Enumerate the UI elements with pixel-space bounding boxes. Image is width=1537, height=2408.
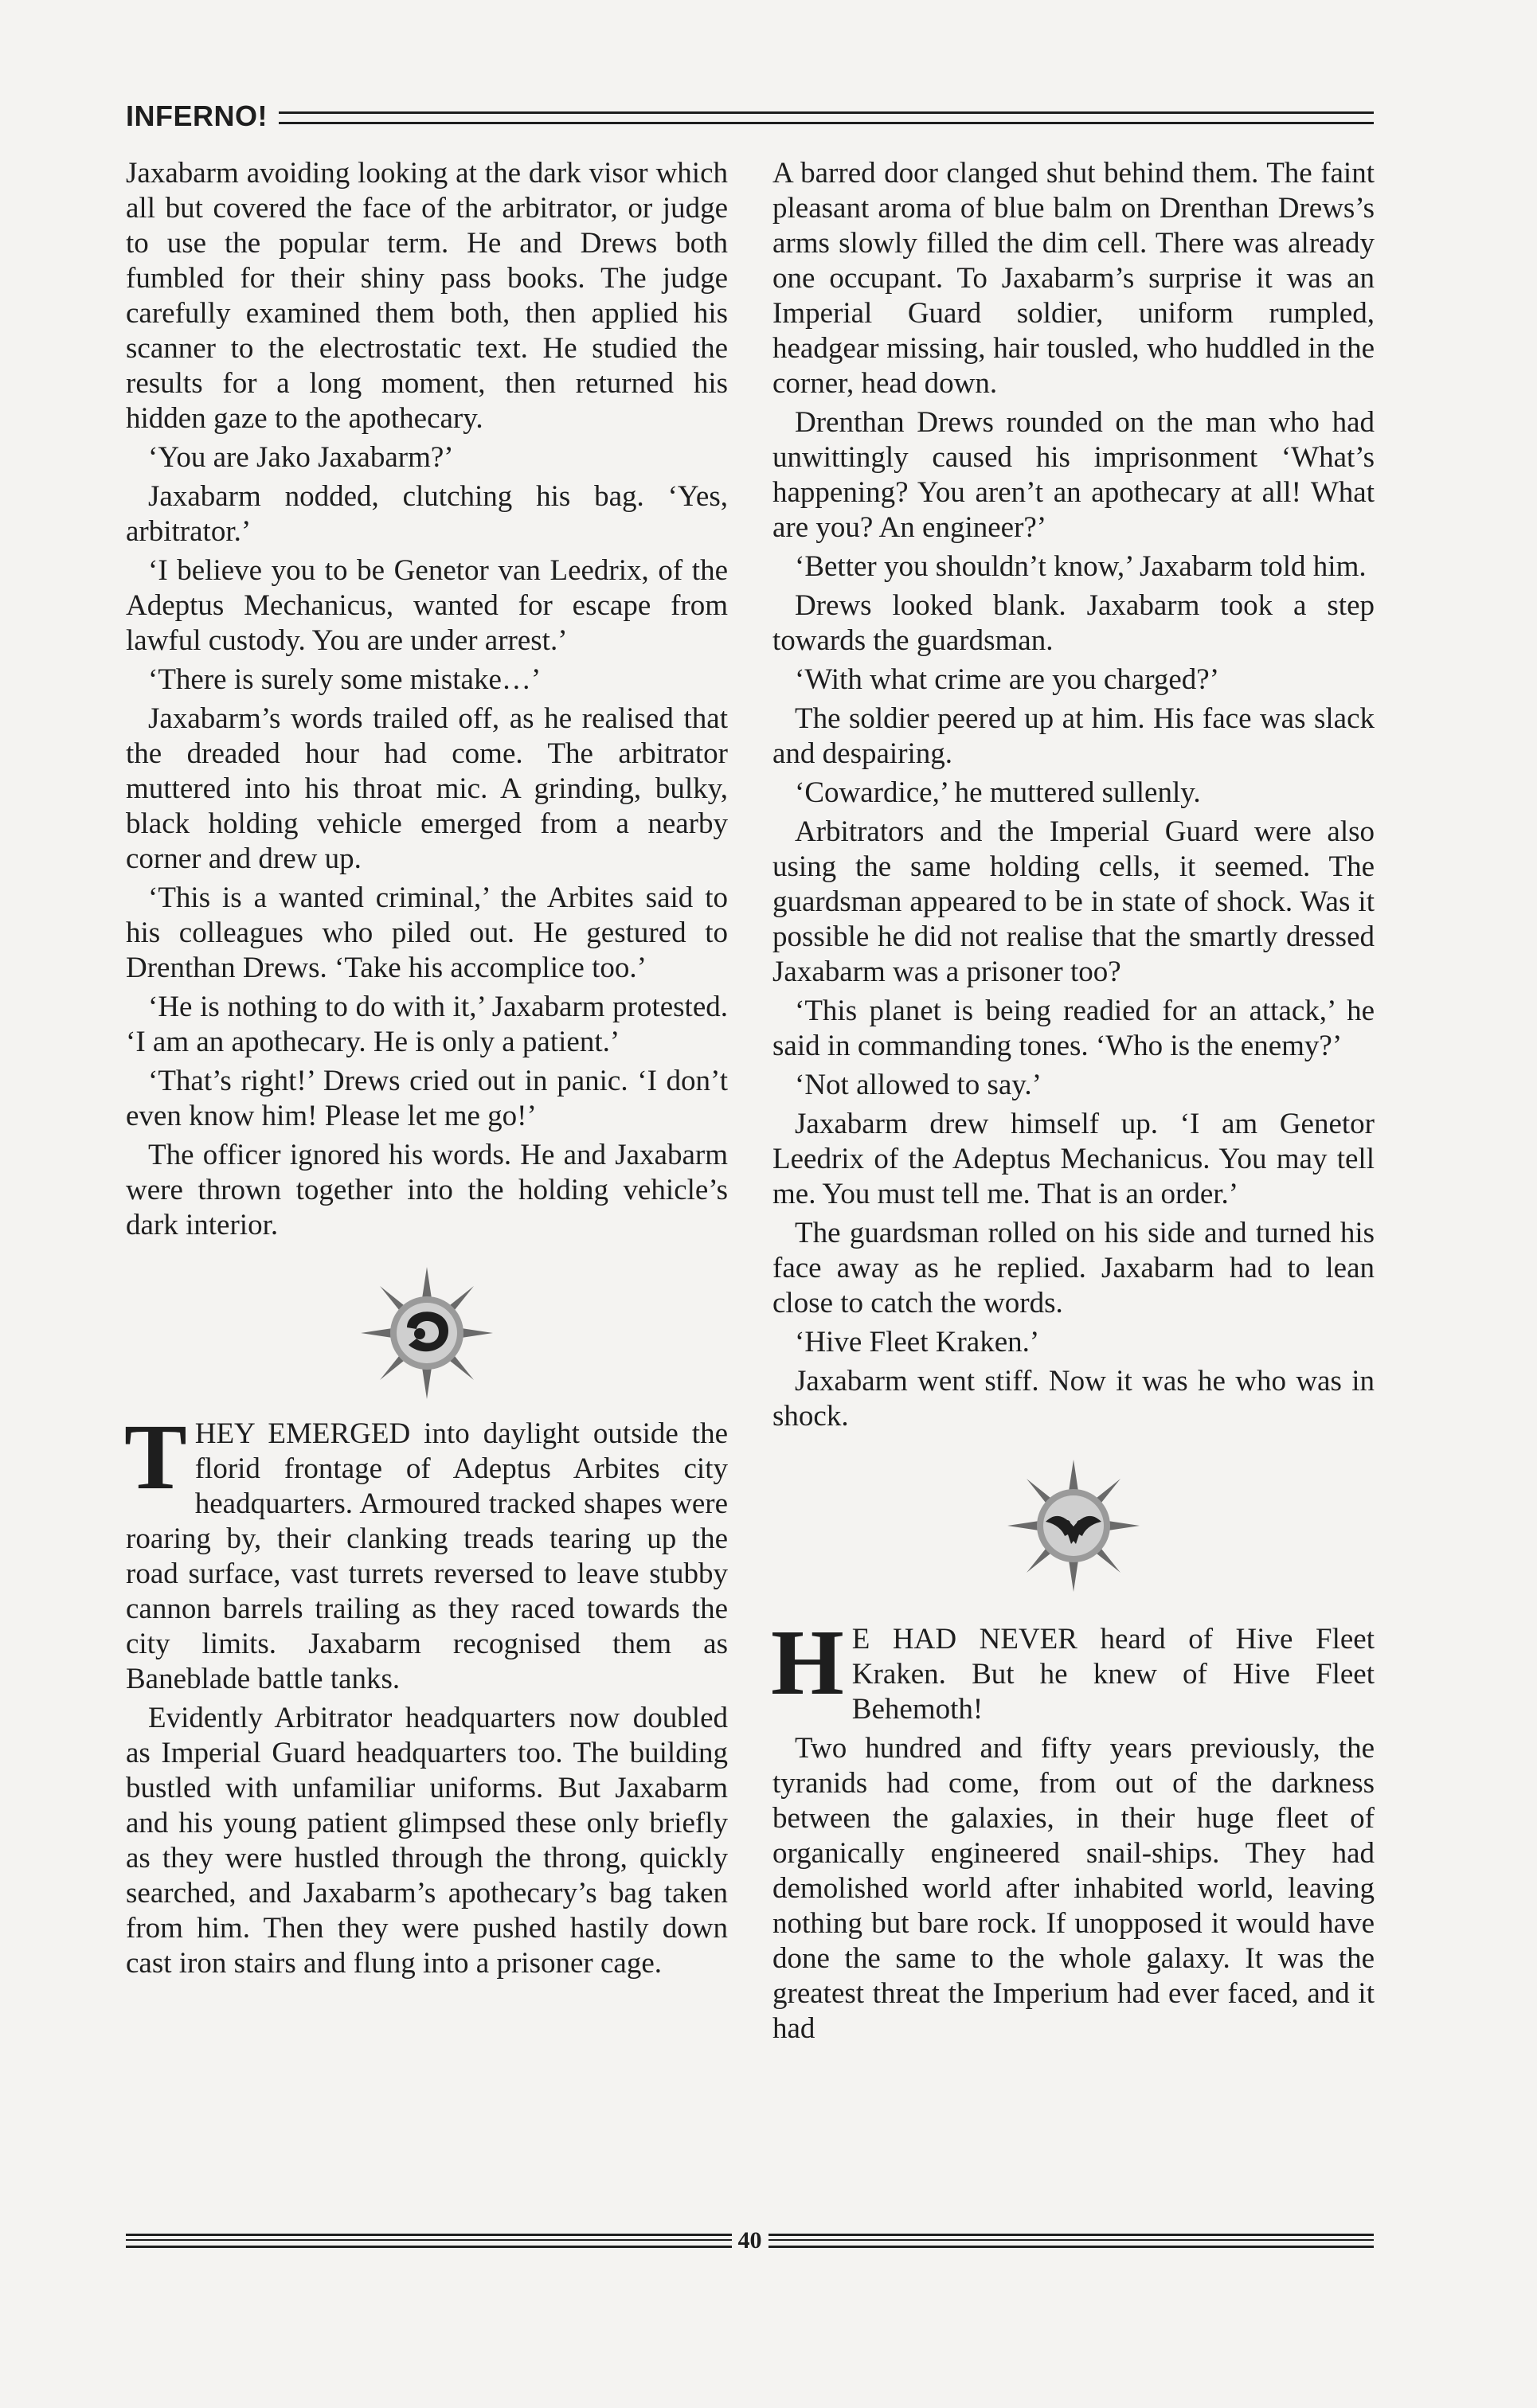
- paragraph: Jaxabarm went stiff. Now it was he who was in shock.: [772, 1365, 1375, 1433]
- page-number: 40: [737, 2227, 762, 2254]
- running-header: [126, 97, 1374, 135]
- paragraph: ‘Not allowed to say.’: [795, 1069, 1042, 1101]
- section-opening-text: HEY EMERGED into daylight outside the florid frontage of Adeptus Arbites city headquarters. Armoured tracked shapes were roaring by, their clanking treads tearing up the road surface, vast turrets reversed to leave stubby cannon barrels trailing as they raced towards the city limits. Jaxabarm recognised them as Baneblade battle tanks.: [126, 1417, 728, 1695]
- paragraph: ‘Hive Fleet Kraken.’: [795, 1326, 1040, 1358]
- paragraph: ‘Cowardice,’ he muttered sullenly.: [795, 776, 1201, 809]
- footer-rule-right: [768, 2234, 1375, 2248]
- paragraph: Two hundred and fifty years previously, the tyranids had come, from out of the darkness between the galaxies, in their huge fleet of organically engineered snail-ships. They had demolished world after inhabited world, leaving nothing but bare rock. If unopposed it would have done the same to the whole galaxy. It was the greatest threat the Imperium had ever faced, and it had: [772, 1732, 1375, 2045]
- paragraph: Drenthan Drews rounded on the man who had unwittingly caused his imprisonment ‘What’s happening? You aren’t an apothecary at all! What are you? An engineer?’: [772, 406, 1375, 544]
- paragraph: Jaxabarm avoiding looking at the dark visor which all but covered the face of the arbitrator, or judge to use the popular term. He and Drews both fumbled for their shiny pass books. The judge carefully examined them both, then applied his scanner to the electrostatic text. He studied the results for a long moment, then returned his hidden gaze to the apothecary.: [126, 157, 728, 435]
- paragraph: Arbitrators and the Imperial Guard were also using the same holding cells, it seemed. The guardsman appeared to be in state of shock. Was it possible he did not realise that the smartly dressed Jaxabarm was a prisoner too?: [772, 815, 1375, 988]
- aquila-sigil-icon: [1006, 1458, 1141, 1593]
- paragraph: A barred door clanged shut behind them. The faint pleasant aroma of blue balm on Drenthan Drews’s arms slowly filled the dim cell. There was already one occupant. To Jaxabarm’s surprise it was an Imperial Guard soldier, uniform rumpled, headgear missing, hair tousled, who huddled in the corner, head down.: [772, 157, 1375, 400]
- footer-rule-left: [126, 2234, 732, 2248]
- paragraph: ‘He is nothing to do with it,’ Jaxabarm protested. ‘I am an apothecary. He is only a patient.’: [126, 991, 728, 1058]
- left-column: [126, 156, 728, 1985]
- paragraph: ‘This is a wanted criminal,’ the Arbites said to his colleagues who piled out. He gestured to Drenthan Drews. ‘Take his accomplice too.’: [126, 882, 728, 984]
- drop-cap: T: [124, 1405, 187, 1509]
- paragraph: The soldier peered up at him. His face was slack and despairing.: [772, 702, 1375, 770]
- right-column: [772, 156, 1375, 2050]
- paragraph: ‘I believe you to be Genetor van Leedrix, of the Adeptus Mechanicus, wanted for escape from lawful custody. You are under arrest.’: [126, 554, 728, 657]
- paragraph: Jaxabarm drew himself up. ‘I am Genetor Leedrix of the Adeptus Mechanicus. You may tell me. You must tell me. That is an order.’: [772, 1108, 1375, 1210]
- section-opening-paragraph: [124, 1405, 728, 1697]
- header-rule: [279, 111, 1374, 124]
- section-break: [126, 1265, 728, 1401]
- section-break: [772, 1458, 1375, 1593]
- paragraph: Jaxabarm nodded, clutching his bag. ‘Yes, arbitrator.’: [126, 480, 728, 548]
- header-title: INFERNO!: [126, 100, 268, 132]
- paragraph: The guardsman rolled on his side and turned his face away as he replied. Jaxabarm had to lean close to catch the words.: [772, 1217, 1375, 1319]
- paragraph: The officer ignored his words. He and Jaxabarm were thrown together into the holding vehicle’s dark interior.: [126, 1139, 728, 1241]
- paragraph: ‘This planet is being readied for an attack,’ he said in commanding tones. ‘Who is the enemy?’: [772, 995, 1375, 1062]
- paragraph: ‘There is surely some mistake…’: [148, 663, 542, 696]
- section-opening-text: E HAD NEVER heard of Hive Fleet Kraken. But he knew of Hive Fleet Behemoth!: [851, 1623, 1375, 1726]
- paragraph: Evidently Arbitrator headquarters now doubled as Imperial Guard headquarters too. The building bustled with unfamiliar uniforms. But Jaxabarm and his young patient glimpsed these only briefly as they were hustled through the throng, quickly searched, and Jaxabarm’s apothecary’s bag taken from him. Then they were pushed hastily down cast iron stairs and flung into a prisoner cage.: [126, 1702, 728, 1980]
- paragraph: ‘Better you shouldn’t know,’ Jaxabarm told him.: [795, 550, 1367, 583]
- paragraph: Drews looked blank. Jaxabarm took a step towards the guardsman.: [772, 589, 1375, 657]
- paragraph: Jaxabarm’s words trailed off, as he realised that the dreaded hour had come. The arbitrator muttered into his throat mic. A grinding, bulky, black holding vehicle emerged from a nearby corner and drew up.: [126, 702, 728, 875]
- paragraph: ‘With what crime are you charged?’: [795, 663, 1220, 696]
- section-opening-paragraph: [771, 1610, 1375, 1727]
- page-footer: [126, 2226, 1374, 2255]
- paragraph: ‘That’s right!’ Drews cried out in panic. ‘I don’t even know him! Please let me go!’: [126, 1065, 728, 1132]
- paragraph: ‘You are Jako Jaxabarm?’: [148, 441, 454, 474]
- drop-cap: H: [771, 1610, 844, 1714]
- tyranid-sigil-icon: [359, 1265, 495, 1401]
